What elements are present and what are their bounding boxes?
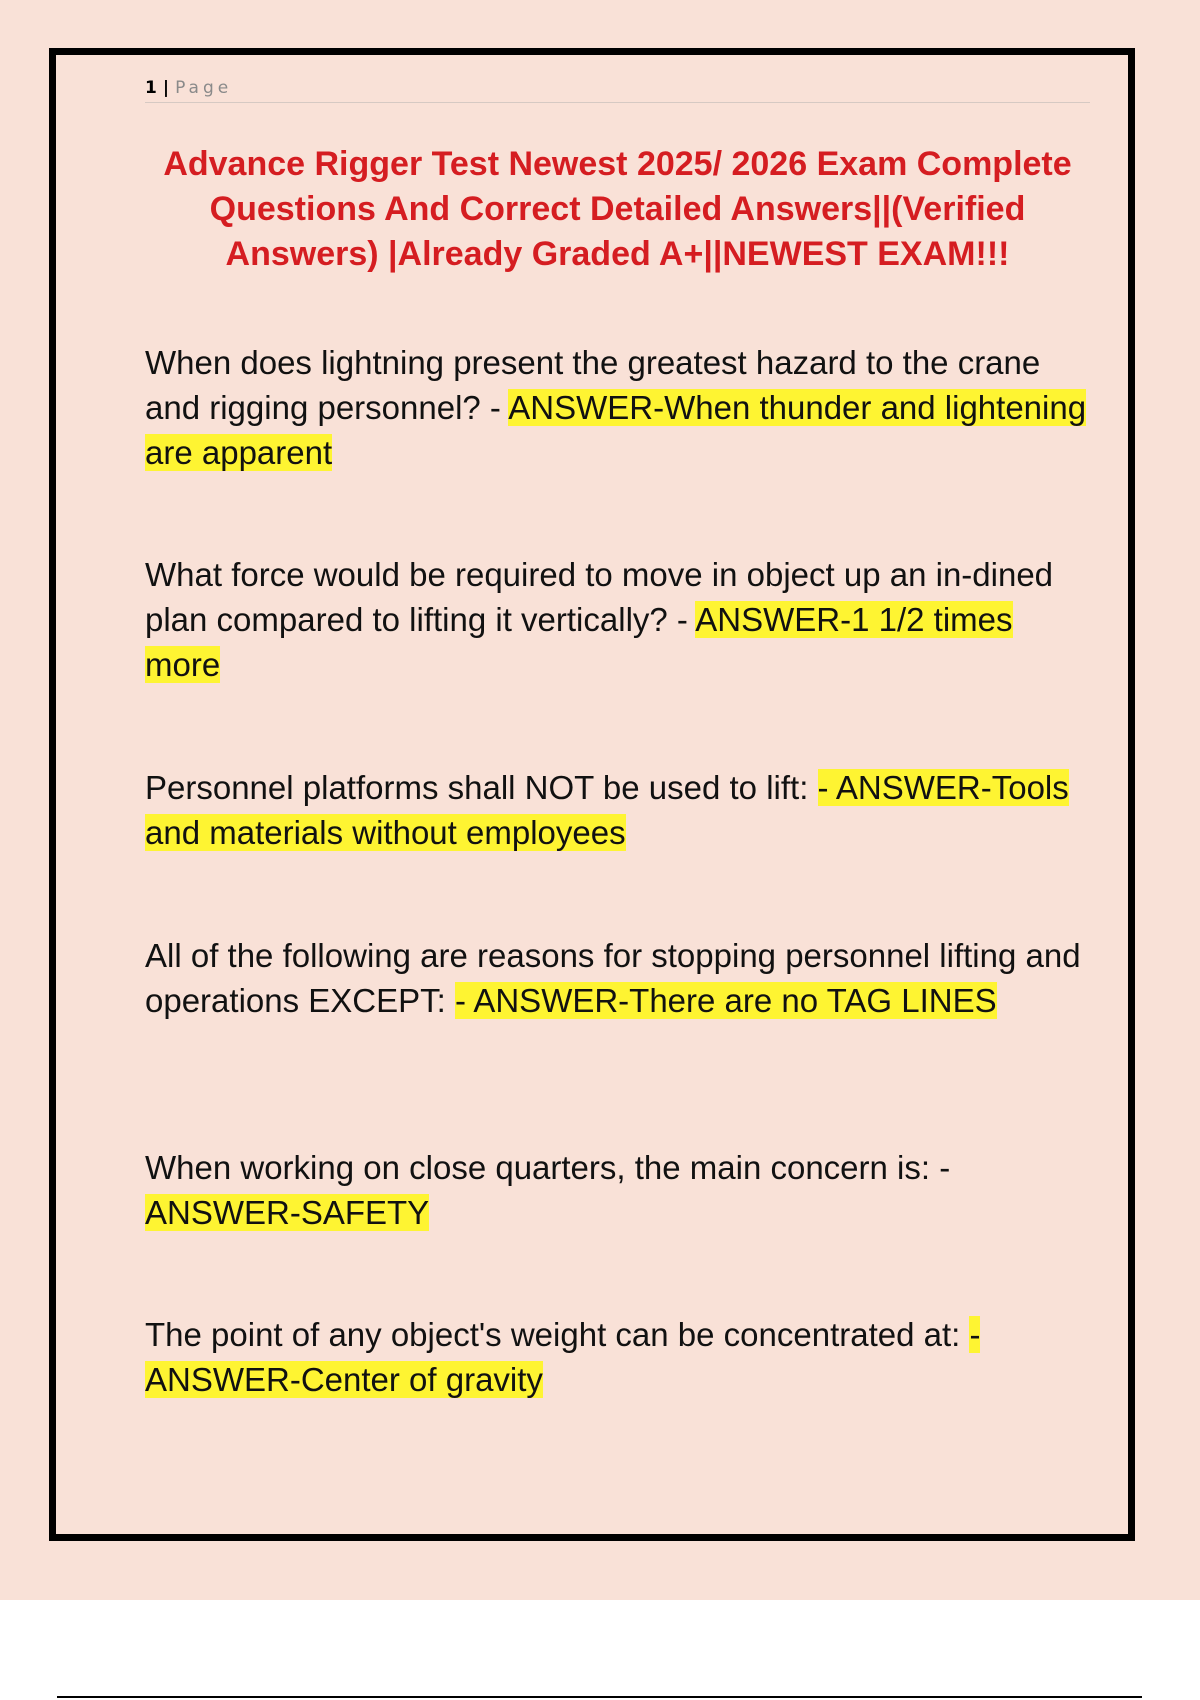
question-text: When does lightning present the greatest hazard to the crane and rigging personnel? - <box>145 344 1041 426</box>
question-text: Personnel platforms shall NOT be used to lift: <box>145 769 818 806</box>
answer-text: ANSWER-SAFETY <box>145 1194 430 1231</box>
answer-text: - ANSWER-Center of gravity <box>145 1316 981 1398</box>
answer-text: ANSWER-When thunder and lightening are apparent <box>145 389 1087 471</box>
question-text: The point of any object's weight can be concentrated at: <box>145 1316 970 1353</box>
question-item <box>145 933 1090 1023</box>
question-text: All of the following are reasons for stopping personnel lifting and operations EXCEPT: <box>145 937 1081 1019</box>
question-item <box>145 552 1090 687</box>
question-text: What force would be required to move in object up an in-dined plan compared to lifting it vertically? - <box>145 556 1054 638</box>
page-separator: | <box>162 78 170 98</box>
page-label: Page <box>175 78 233 98</box>
question-text: When working on close quarters, the main concern is: - <box>145 1149 951 1186</box>
answer-text: ANSWER-1 1/2 times more <box>145 601 1013 683</box>
answer-text: - ANSWER-Tools and materials without employees <box>145 769 1069 851</box>
document-title: Advance Rigger Test Newest 2025/ 2026 Exam Complete Questions And Correct Detailed Answers||(Verified Answers) |Already Graded A+||NEWEST EXAM!!! <box>163 145 1072 273</box>
page-header <box>145 74 1090 103</box>
page-number: 1 <box>145 78 157 98</box>
question-item <box>145 340 1090 475</box>
question-item <box>145 765 1090 855</box>
bottom-divider <box>57 1696 1142 1698</box>
answer-text: - ANSWER-There are no TAG LINES <box>455 982 997 1019</box>
question-item <box>145 1312 1090 1402</box>
question-item <box>145 1145 1090 1235</box>
